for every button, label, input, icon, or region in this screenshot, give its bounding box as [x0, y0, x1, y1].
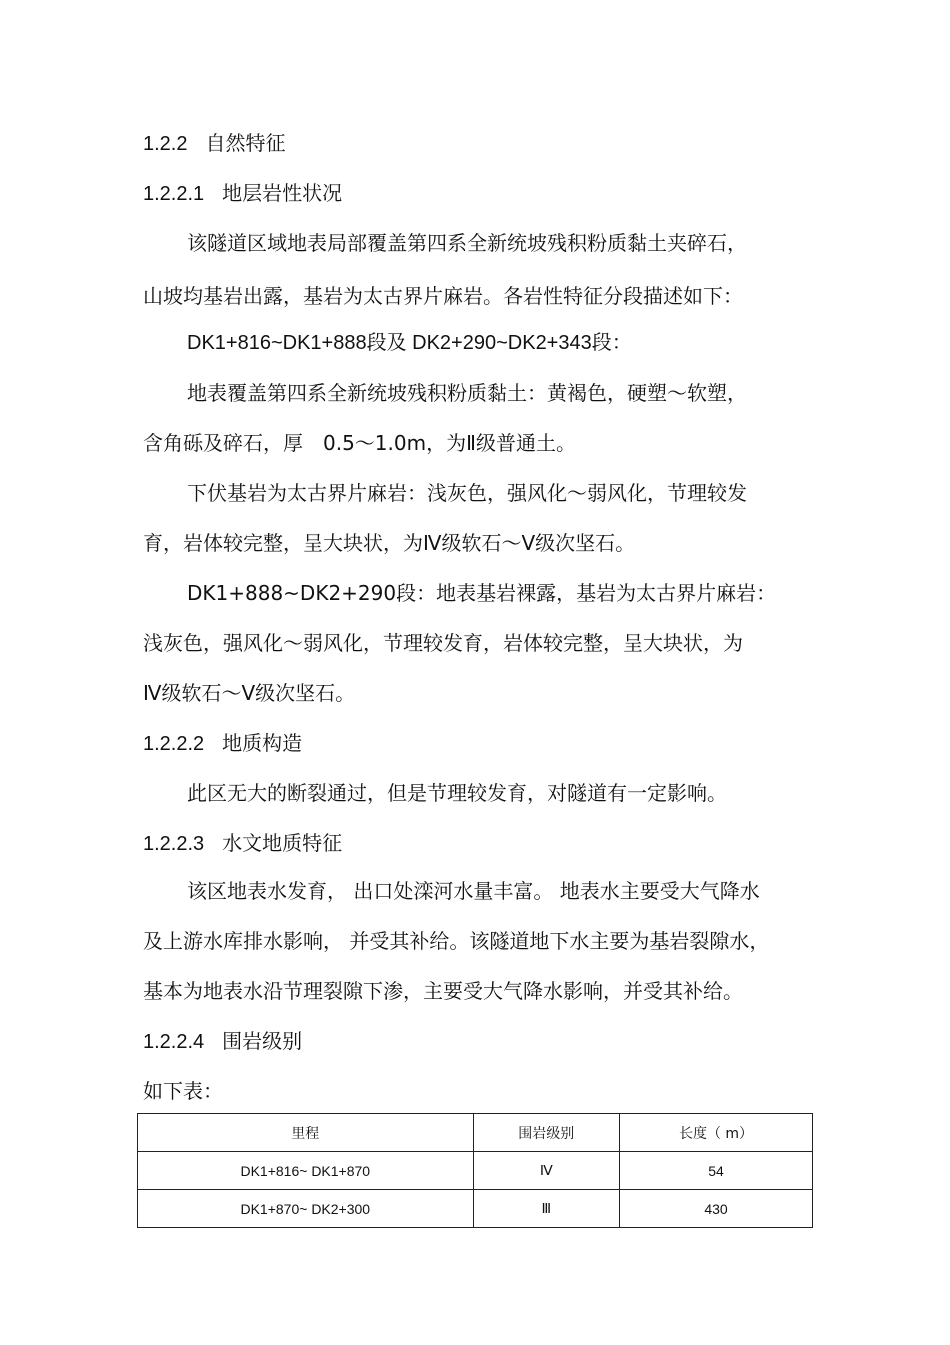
section-number: 1.2.2.1: [143, 183, 205, 205]
paragraph-line: Ⅳ级软石～Ⅴ级次坚石。: [143, 681, 356, 705]
paragraph-line: 此区无大的断裂通过，但是节理较发育，对隧道有一定影响。: [187, 781, 727, 805]
section-number: 1.2.2: [143, 133, 188, 155]
header-rock-grade: 围岩级别: [473, 1114, 619, 1152]
paragraph-line: 该区地表水发育， 出口处滦河水量丰富。 地表水主要受大气降水: [187, 879, 760, 903]
paragraph-line: DK1+816~DK1+888段及 DK2+290~DK2+343段：: [187, 332, 632, 354]
section-number: 1.2.2.4: [143, 1031, 205, 1053]
table-intro: 如下表：: [143, 1079, 223, 1103]
section-heading-1-2-2-4: [143, 1028, 302, 1055]
paragraph-line: 及上游水库排水影响， 并受其补给。该隧道地下水主要为基岩裂隙水，: [143, 929, 770, 953]
section-heading-1-2-2-1: [143, 180, 342, 207]
section-title: 地质构造: [222, 731, 303, 755]
paragraph-line: 地表覆盖第四系全新统坡残积粉质黏土：黄褐色，硬塑～软塑，: [187, 381, 747, 405]
section-number: 1.2.2.3: [143, 833, 205, 855]
paragraph-line: 含角砾及碎石，厚 0.5～1.0m，为Ⅱ级普通土。: [143, 431, 576, 455]
paragraph-line: DK1+888~DK2+290段：地表基岩裸露，基岩为太古界片麻岩：: [187, 581, 777, 605]
paragraph-line: 浅灰色，强风化～弱风化，节理较发育，岩体较完整，呈大块状，为: [143, 631, 743, 655]
rock-grade-table: [137, 1113, 813, 1228]
paragraph-line: 下伏基岩为太古界片麻岩：浅灰色，强风化～弱风化，节理较发: [187, 481, 747, 505]
section-title: 自然特征: [205, 131, 286, 155]
table-row: [138, 1152, 813, 1190]
section-heading-1-2-2: [143, 130, 285, 157]
section-title: 围岩级别: [222, 1029, 303, 1053]
section-heading-1-2-2-2: [143, 730, 302, 757]
cell-mileage: DK1+816~ DK1+870: [138, 1152, 474, 1190]
cell-rock-grade: Ⅳ: [473, 1152, 619, 1190]
paragraph-line: 基本为地表水沿节理裂隙下渗，主要受大气降水影响，并受其补给。: [143, 979, 743, 1003]
paragraph-line: 山坡均基岩出露，基岩为太古界片麻岩。各岩性特征分段描述如下：: [143, 284, 743, 308]
cell-length: 54: [620, 1152, 813, 1190]
table-row: [138, 1190, 813, 1228]
section-number: 1.2.2.2: [143, 733, 205, 755]
cell-rock-grade: Ⅲ: [473, 1190, 619, 1228]
cell-length: 430: [620, 1190, 813, 1228]
header-mileage: 里程: [138, 1114, 474, 1152]
section-title: 水文地质特征: [222, 831, 343, 855]
section-heading-1-2-2-3: [143, 830, 342, 857]
paragraph-line: 育，岩体较完整，呈大块状，为Ⅳ级软石～Ⅴ级次坚石。: [143, 531, 636, 555]
table-header-row: [138, 1114, 813, 1152]
section-title: 地层岩性状况: [222, 181, 343, 205]
header-length: 长度（ m）: [620, 1114, 813, 1152]
paragraph-line: 该隧道区域地表局部覆盖第四系全新统坡残积粉质黏土夹碎石，: [187, 231, 747, 255]
cell-mileage: DK1+870~ DK2+300: [138, 1190, 474, 1228]
